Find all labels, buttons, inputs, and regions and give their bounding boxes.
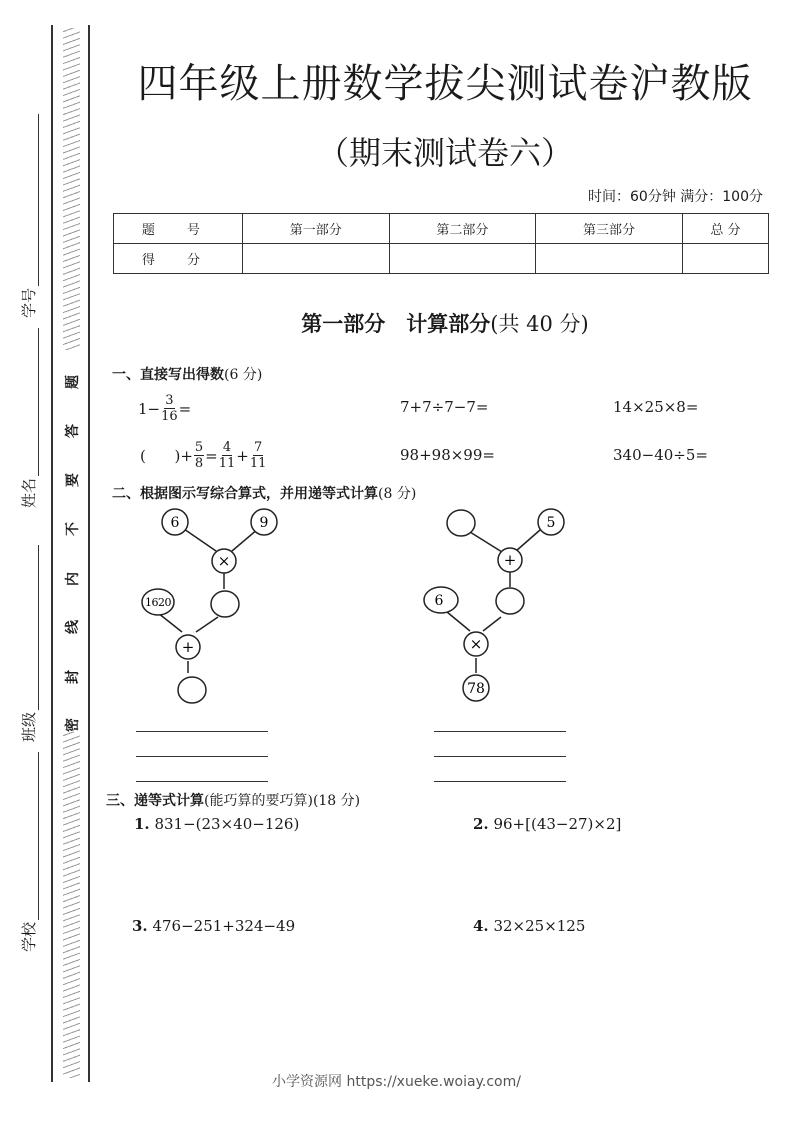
score-cell-part2[interactable] [389, 244, 536, 274]
equation-item [400, 398, 488, 416]
node-top-right: 5 [546, 515, 556, 531]
node-bottom: 78 [467, 681, 485, 697]
part1-points: (共 40 分) [490, 312, 589, 336]
section3-points: (18 分) [312, 793, 361, 809]
problem-1 [134, 815, 299, 833]
eq-text: = [205, 446, 218, 465]
problem-expr: 476−251+324−49 [152, 917, 296, 935]
margin-line-right [88, 25, 90, 1082]
section1-heading [112, 364, 262, 384]
answer-line[interactable] [434, 781, 566, 782]
margin-hatch-bottom [63, 732, 80, 1078]
node-mid-left: 1620 [145, 596, 171, 609]
problem-expr: 831−(23×40−126) [154, 815, 300, 833]
node-op2: × [469, 635, 483, 653]
numerator: 5 [194, 440, 204, 455]
score-cell-total[interactable] [682, 244, 768, 274]
page-title: 四年级上册数学拔尖测试卷沪教版 [137, 61, 753, 107]
section2-title: 二、根据图示写综合算式，并用递等式计算 [112, 486, 378, 502]
problem-4 [473, 917, 585, 935]
eq-text: 7+7÷7−7= [400, 398, 489, 416]
answer-line[interactable] [136, 756, 268, 757]
score-header-cell: 第三部分 [536, 214, 683, 244]
answer-line[interactable] [434, 731, 566, 732]
eq-text: + [236, 446, 249, 465]
equation-item [400, 446, 495, 464]
section3-title: 三、递等式计算 [106, 793, 204, 809]
name-field[interactable] [18, 328, 39, 508]
problem-number: 3. [132, 917, 148, 935]
score-header-cell: 第二部分 [389, 214, 536, 244]
school-blank[interactable] [20, 752, 39, 920]
node-top-left: 6 [170, 515, 180, 531]
problem-expr: 96+[(43−27)×2] [493, 815, 622, 833]
fraction [161, 393, 178, 424]
node-op1: × [217, 552, 231, 570]
equation-item [140, 440, 267, 471]
seal-char: 要 [65, 473, 81, 487]
score-header-cell: 第一部分 [243, 214, 390, 244]
name-label: 姓名 [20, 477, 38, 508]
node-op1: + [503, 551, 517, 569]
equation-item [613, 398, 698, 416]
equation-item [613, 446, 708, 464]
node-top-right: 9 [259, 515, 269, 531]
eq-text: 14×25×8= [613, 398, 699, 416]
exam-meta: 时间：60分钟 满分：100分 [588, 189, 763, 205]
score-cell-part3[interactable] [536, 244, 683, 274]
section1-points: (6 分) [224, 367, 263, 383]
denominator: 11 [218, 456, 236, 471]
page-subtitle: （期末测试卷六） [316, 134, 573, 172]
problem-number: 2. [473, 815, 489, 833]
section1-title: 一、直接写出得数 [112, 367, 224, 383]
score-cell-part1[interactable] [243, 244, 390, 274]
section3-heading [106, 790, 360, 810]
fraction [194, 440, 204, 471]
problem-3 [132, 917, 295, 935]
section3-note: (能巧算的要巧算) [204, 793, 313, 809]
part1-title [110, 308, 780, 338]
score-row-label: 得 分 [114, 244, 243, 274]
section2-points: (8 分) [378, 486, 417, 502]
score-header-cell: 题 号 [114, 214, 243, 244]
node-op2: + [181, 638, 195, 656]
footer-watermark[interactable]: 小学资源网 https://xueke.woiay.com/ [272, 1074, 521, 1090]
equation-item [138, 393, 191, 424]
denominator: 11 [249, 456, 267, 471]
numerator: 4 [222, 440, 232, 455]
class-field[interactable] [18, 545, 39, 742]
name-blank[interactable] [20, 328, 39, 476]
numerator: 7 [254, 440, 263, 455]
score-table-score-row [114, 244, 769, 274]
denominator: 16 [161, 409, 178, 424]
fraction [219, 440, 236, 471]
score-header-cell: 总 分 [682, 214, 768, 244]
student-id-field[interactable] [18, 114, 39, 318]
operation-diagram-1 [130, 505, 290, 705]
seal-char: 线 [65, 620, 81, 634]
class-label: 班级 [20, 711, 38, 742]
seal-char: 密 [65, 718, 81, 732]
answer-line[interactable] [136, 781, 268, 782]
school-field[interactable] [18, 752, 39, 952]
eq-text: 1− [138, 399, 161, 418]
seal-char: 不 [65, 522, 81, 536]
school-label: 学校 [20, 921, 38, 952]
problem-2 [473, 815, 621, 833]
section2-heading [112, 483, 416, 503]
answer-line[interactable] [136, 731, 268, 732]
class-blank[interactable] [20, 545, 39, 710]
margin-line-left [51, 25, 53, 1082]
student-id-label: 学号 [20, 287, 38, 318]
denominator: 8 [194, 456, 204, 471]
problem-number: 4. [473, 917, 489, 935]
seal-char: 题 [65, 375, 81, 389]
score-table-header-row [114, 214, 769, 244]
margin-hatch-top [63, 28, 80, 350]
student-id-blank[interactable] [20, 114, 39, 286]
seal-char: 封 [65, 670, 81, 684]
score-table [113, 213, 769, 274]
operation-diagram-2 [415, 505, 575, 705]
numerator: 3 [165, 393, 174, 408]
seal-char: 内 [65, 572, 81, 586]
fraction [250, 440, 267, 471]
seal-char: 答 [65, 424, 81, 438]
node-mid-left: 6 [434, 593, 444, 609]
eq-text: 340−40÷5= [613, 446, 708, 464]
part1-title-text: 第一部分 计算部分 [301, 312, 491, 336]
problem-number: 1. [134, 815, 150, 833]
eq-text: 98+98×99= [400, 446, 495, 464]
answer-line[interactable] [434, 756, 566, 757]
eq-text: ( )+ [140, 446, 193, 465]
eq-text: = [178, 399, 192, 418]
problem-expr: 32×25×125 [493, 917, 586, 935]
